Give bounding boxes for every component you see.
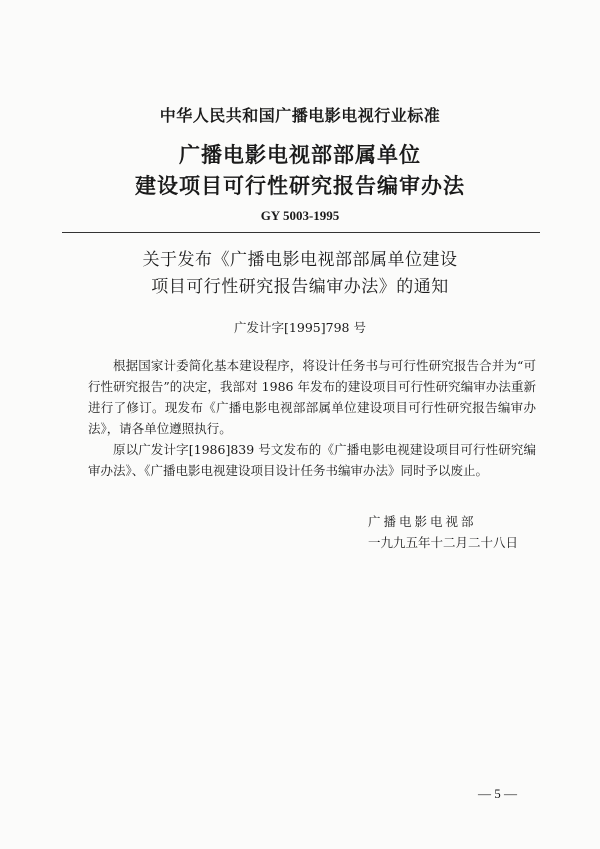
document-title-line1: 广播电影电视部部属单位	[179, 142, 421, 167]
standard-category: 中华人民共和国广播电影电视行业标准	[159, 106, 441, 125]
notice-title-line2: 项目可行性研究报告编审办法》的通知	[151, 277, 449, 297]
horizontal-rule	[62, 232, 540, 233]
document-number: 广发计字[1995]798 号	[234, 320, 366, 335]
page-number: — 5 —	[478, 786, 517, 801]
issue-date: 一九九五年十二月二十八日	[368, 535, 519, 550]
notice-title-line1: 关于发布《广播电影电视部部属单位建设	[142, 250, 458, 270]
document-title-line2: 建设项目可行性研究报告编审办法	[135, 173, 465, 198]
issuer-signature: 广播电影电视部	[368, 514, 477, 529]
body-paragraph: 原以广发计字[1986]839 号文发布的《广播电影电视建设项目可行性研究编审办法》、《广播电影电视建设项目设计任务书编审办法》同时予以废止。	[88, 442, 536, 478]
body-paragraph: 根据国家计委简化基本建设程序，将设计任务书与可行性研究报告合并为“可行性研究报告”的决定，我部对 1986 年发布的建设项目可行性研究编审办法重新进行了修订。现发布《广播电影电视部部属单位建设项目可行性研究报告编审办法》，请各单位遵照执行。	[88, 358, 536, 436]
standard-code: GY 5003-1995	[260, 208, 340, 223]
